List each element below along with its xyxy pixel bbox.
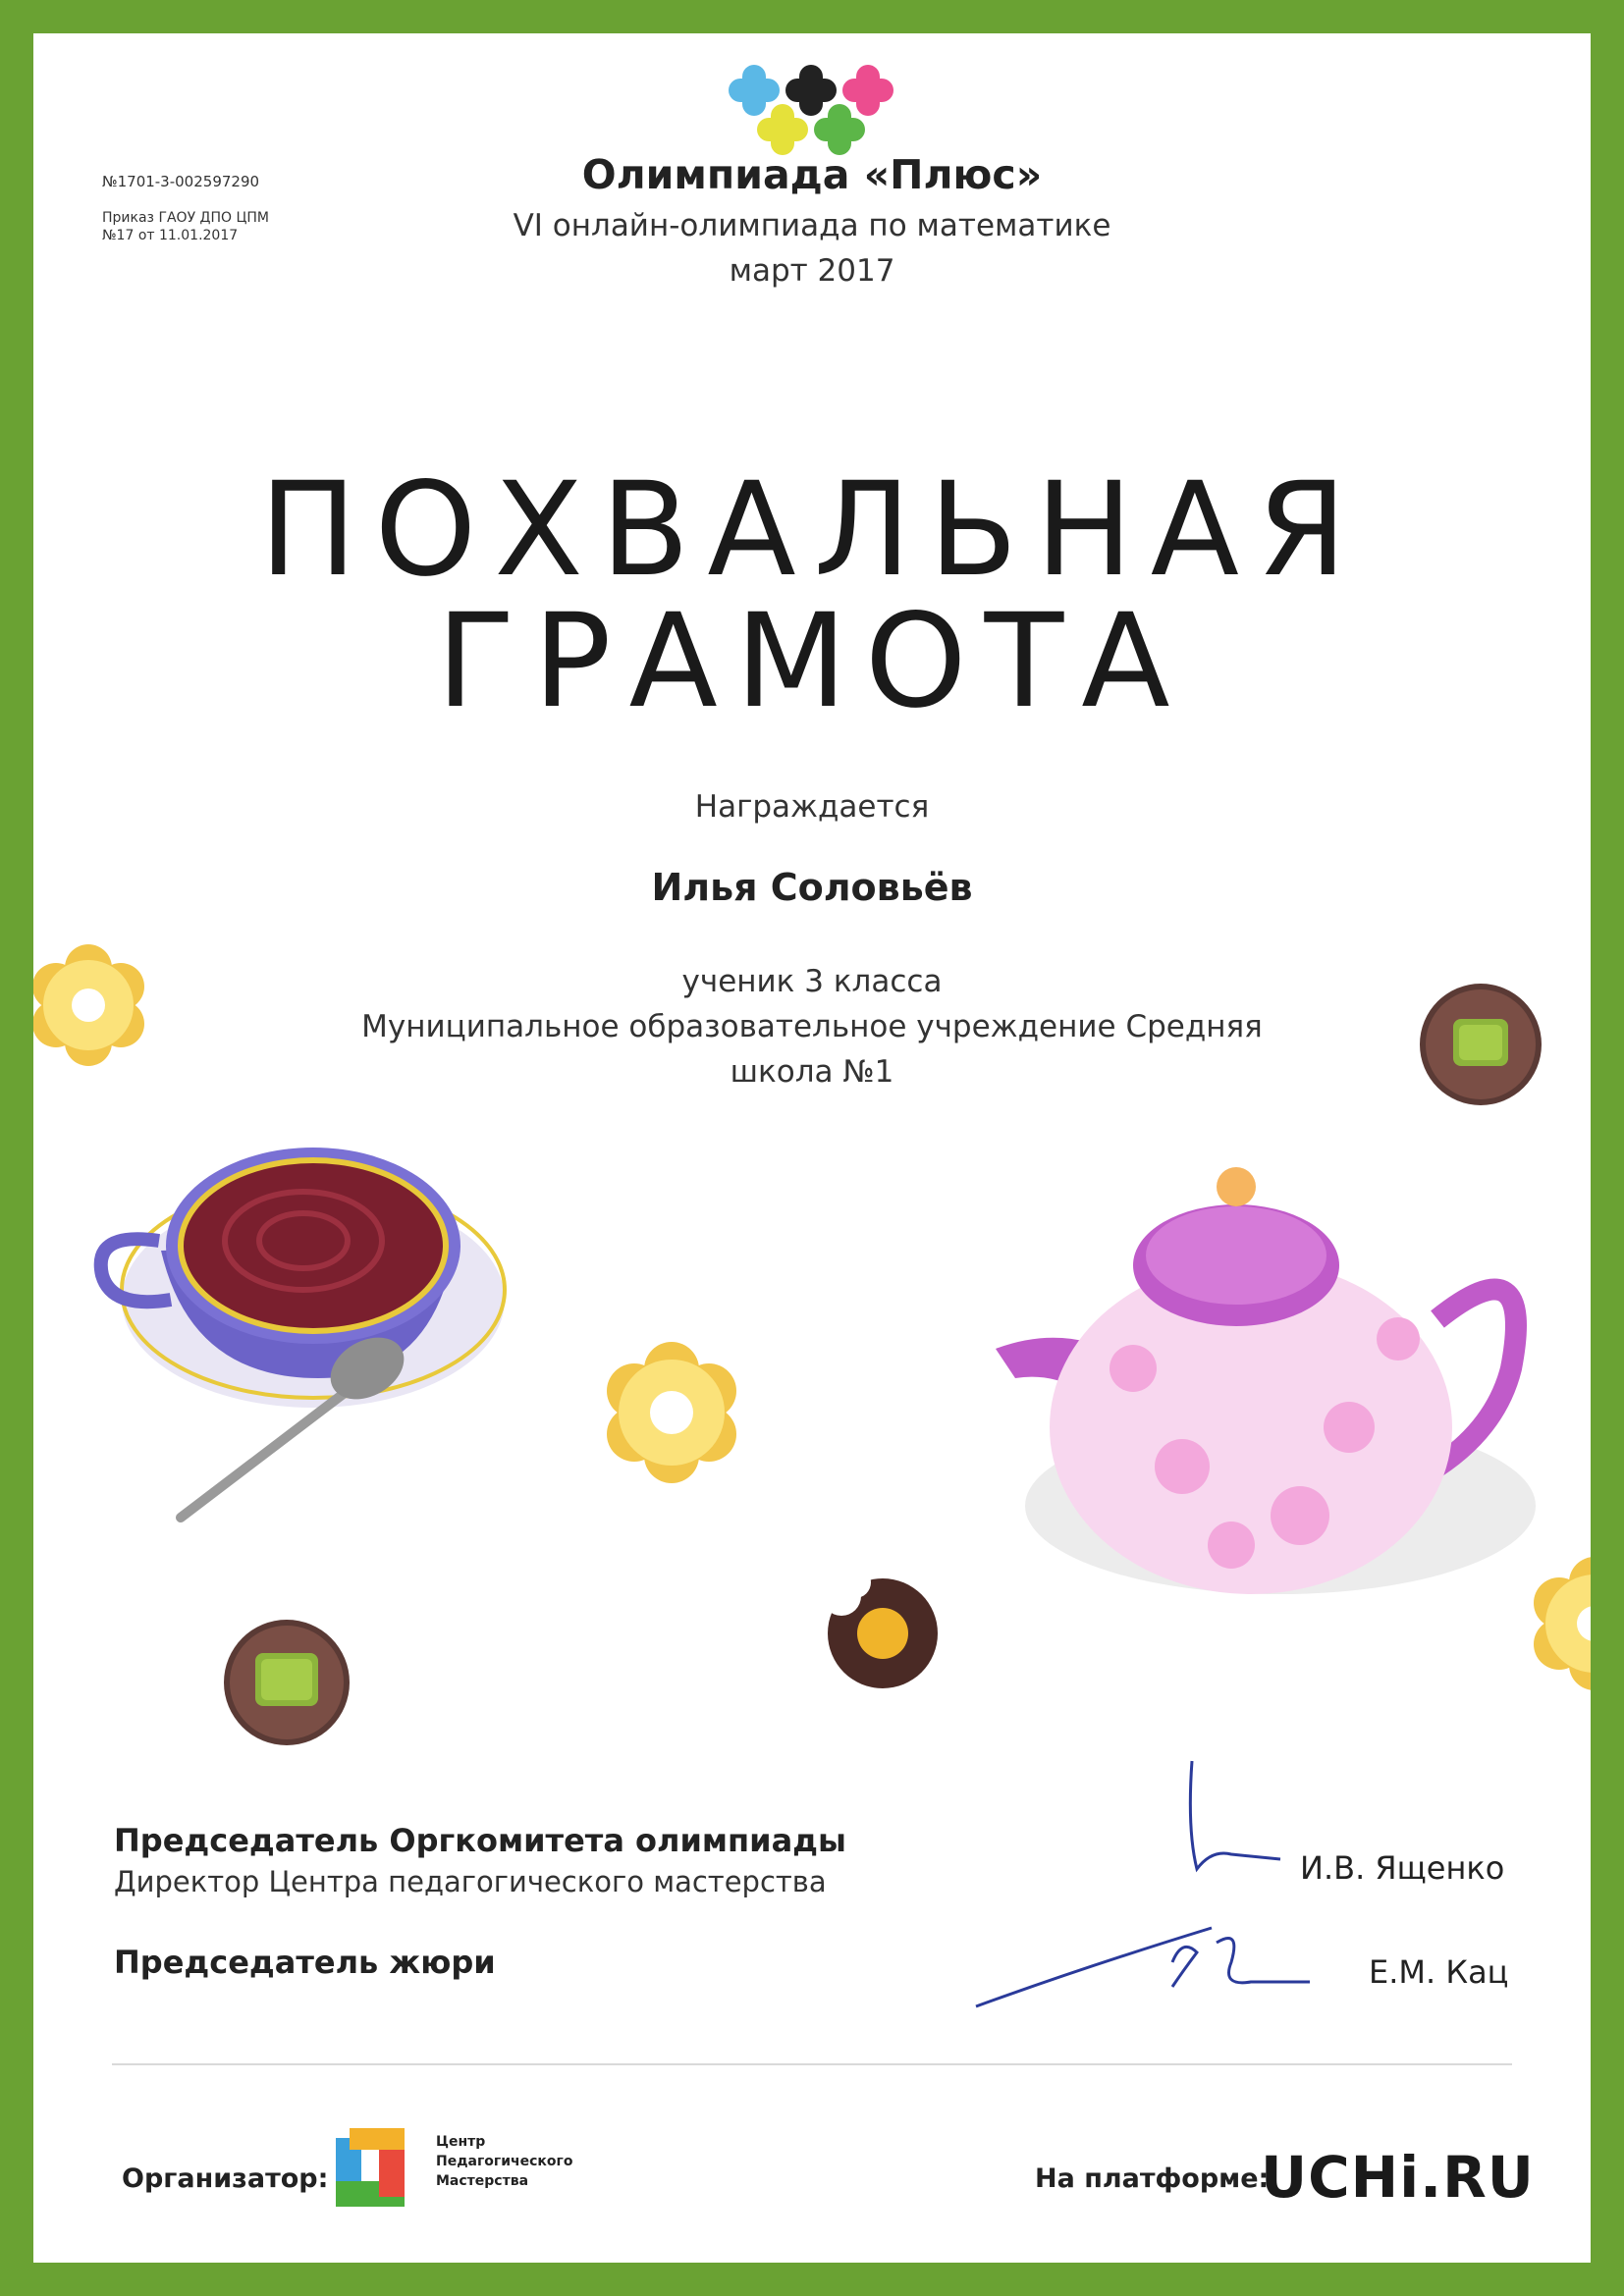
organizer-name-line1: Центр [436,2134,486,2150]
chair-signatory-name: И.В. Ященко [1300,1849,1505,1887]
certificate-page [33,33,1591,2263]
chocolate-cookie-icon [1420,984,1542,1105]
recipient-name: Илья Соловьёв [651,866,973,909]
olympiad-title: Олимпиада «Плюс» [581,151,1043,198]
cross-yellow [757,104,808,155]
organizer-label: Организатор: [122,2163,329,2194]
tea-party-illustration [33,917,1591,1800]
chair-title: Председатель Оргкомитета олимпиады [114,1822,846,1859]
platform-label: На платформе: [1035,2163,1270,2194]
cross-black [785,65,837,116]
bitten-cookie-icon [822,1567,938,1688]
chair-subtitle: Директор Центра педагогического мастерства [114,1865,827,1898]
teacup-icon [101,1148,505,1518]
footer-divider [112,2063,1512,2065]
flower-cookie-icon [607,1342,736,1483]
cpm-cube-icon [328,2120,426,2215]
certificate-title-line1: ПОХВАЛЬНАЯ [259,454,1365,606]
jury-chair-title: Председатель жюри [114,1944,496,1981]
certificate-title-line2: ГРАМОТА [436,586,1188,737]
school-name-line2: школа №1 [730,1054,894,1090]
uchi-ru-logo: UCHi.RU [1261,2144,1535,2211]
olympiad-subtitle: VI онлайн-олимпиада по математике [513,208,1111,243]
cross-blue [729,65,780,116]
cross-green [814,104,865,155]
order-reference-line2: №17 от 11.01.2017 [102,228,239,243]
chocolate-cookie-icon [224,1620,350,1745]
organizer-name-line2: Педагогического [436,2154,573,2169]
school-name-line1: Муниципальное образовательное учреждение Средняя [361,1009,1263,1044]
teapot-icon [996,1167,1536,1594]
order-reference-line1: Приказ ГАОУ ДПО ЦПМ [102,210,269,226]
flower-cookie-icon [1534,1557,1591,1690]
plus-crosses-icon [729,65,893,157]
handwritten-signatures [937,1741,1388,2036]
recipient-grade: ученик 3 класса [681,964,943,999]
awarded-label: Награждается [694,789,930,825]
cross-pink [842,65,893,116]
document-number: №1701-3-002597290 [102,173,260,190]
jury-signatory-name: Е.М. Кац [1369,1953,1509,1991]
organizer-name [436,2132,652,2191]
olympiad-date: март 2017 [729,253,895,289]
flower-cookie-icon [33,944,144,1066]
organizer-name-line3: Мастерства [436,2173,529,2189]
